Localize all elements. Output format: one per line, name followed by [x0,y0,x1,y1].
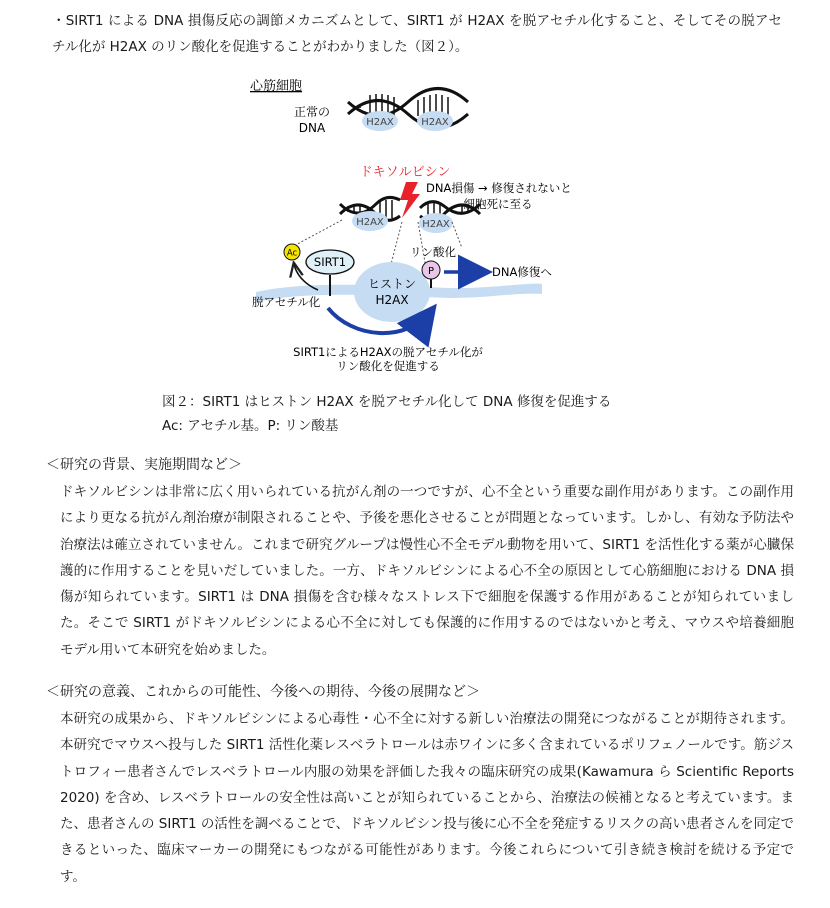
phos-label: リン酸化 [410,245,456,259]
histone-h2ax [354,262,430,322]
histone-label-2: H2AX [375,293,409,307]
section-heading-significance: ＜研究の意義、これからの可能性、今後への期待、今後の展開など＞ [46,684,480,700]
h2ax-label-left: H2AX [356,217,384,228]
intro-paragraph: ・SIRT1 による DNA 損傷反応の調節メカニズムとして、SIRT1 が H2AX を脱アセチル化すること、そしてその脱アセチル化が H2AX のリン酸化を促進することがわかりました（図２）。 [52,13,782,55]
sirt1-label: SIRT1 [313,255,347,269]
p-label: P [427,266,435,277]
bottom-text-2: リン酸化を促進する [336,359,440,373]
lightning-icon [400,182,420,218]
deacetyl-label: 脱アセチル化 [252,295,321,309]
section-body-significance: 本研究の成果から、ドキソルビシンによる心毒性・心不全に対する新しい治療法の開発につながることが期待されます。本研究でマウスへ投与した SIRT1 活性化薬レスベラトロールは赤ワインに多く含まれているポリフェノールです。筋ジストロフィー患者さんでレスベラトロール内服の効果を評価した我々の臨床研究の成果(Kawamura ら Scientific Reports 2020) を含め、レスベラトロールの安全性は高いことが知られていることから、治療法の候補となると考えています。また、患者さんの SIRT1 の活性を調べることで、ドキソルビシン投与後に心不全を発症するリスクの高い患者さんを同定できるといった、臨床マーカーの開発にもつながる可能性があります。今後これらについて引き続き検討を続ける予定です。 [60,711,794,885]
cell-label: 心筋細胞 [250,79,303,94]
figure-caption [162,390,762,438]
section-heading-background: ＜研究の背景、実施期間など＞ [46,457,242,473]
damage-text-1: DNA損傷 → 修復されないと [426,181,572,195]
normal-dna-label-1: 正常の [293,105,331,119]
ac-label: Ac [286,248,298,259]
repair-label: DNA修復へ [492,265,552,279]
bottom-text-1: SIRT1によるH2AXの脱アセチル化が [293,345,483,359]
damage-text-2: 細胞死に至る [463,197,533,211]
figure-diagram [230,70,610,382]
caption-line-1: 図２：SIRT1 はヒストン H2AX を脱アセチル化して DNA 修復を促進する [162,394,612,410]
section-body-background: ドキソルビシンは非常に広く用いられている抗がん剤の一つですが、心不全という重要な副作用があります。この副作用により更なる抗がん剤治療が制限されることや、予後を悪化させることが問題となっています。しかし、有効な予防法や治療法は確立されていません。これまで研究グループは慢性心不全モデル動物を用いて、SIRT1 を活性化する薬が心臓保護的に作用することを見いだしていました。一方、ドキソルビシンによる心不全の原因として心筋細胞における DNA 損傷が知られています。SIRT1 は DNA 損傷を含む様々なストレス下で細胞を保護する作用があることが知られていました。そこで SIRT1 がドキソルビシンによる心不全に対しても保護的に作用するのではないかと考え、マウスや培養細胞モデル用いて本研究を始めました。 [60,484,794,658]
h2ax-label-right: H2AX [422,219,450,230]
h2ax-label-top-1: H2AX [366,117,394,128]
drug-label: ドキソルビシン [359,165,451,180]
histone-label-1: ヒストン [367,277,417,291]
caption-line-2: Ac: アセチル基。P: リン酸基 [162,418,339,434]
normal-dna-label-2: DNA [298,121,326,135]
figure-2 [230,70,610,382]
h2ax-label-top-2: H2AX [421,117,449,128]
